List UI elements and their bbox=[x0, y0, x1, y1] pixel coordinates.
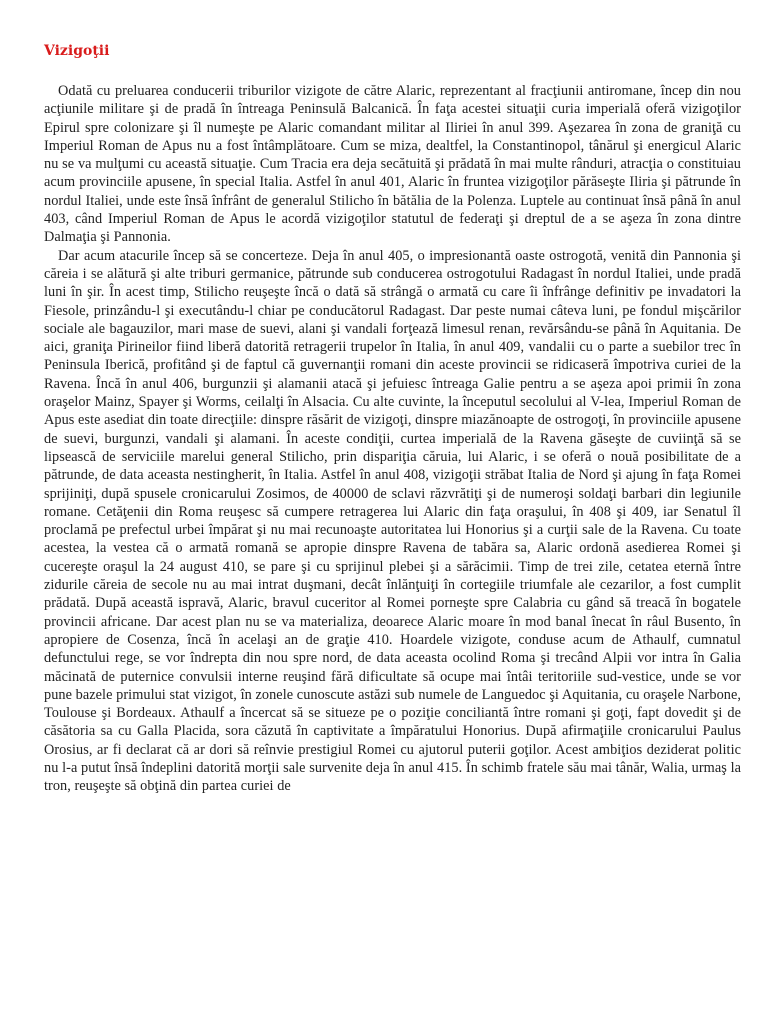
paragraph-2: Dar acum atacurile încep să se concerteze. Deja în anul 405, o impresionantă oaste ostrogotă, venită din Pannonia şi căreia i se alătură şi alte triburi germanice, pătrunde sub conducerea ostrogotului Radagast în nordul Italiei, unde pradă luni în şir. În acest timp, Stilicho reuşeşte încă o dată să strângă o armată cu care îi înfrânge definitiv pe invadatori la Fiesole, prinzându-l şi executându-l chiar pe conducătorul Radagast. Dar peste numai câteva luni, pe fondul mişcărilor sociale ale bagauzilor, mari mase de suevi, alani şi vandali forţează limesul renan, revărsându-se până în Aquitania. De aici, graniţa Pirineilor fiind liberă datorită retragerii trupelor în Italia, în anul 409, vandalii cu o parte a suebilor trec în Peninsula Iberică, profitând şi de faptul că guvernanţii romani din aceste provincii se ridicaseră împotriva curiei de la Ravena. Încă în anul 406, burgunzii şi alamanii atacă şi jefuiesc întreaga Galie pentru a se aşeza apoi primii în zona oraşelor Mainz, Spayer şi Worms, ceilalţi în Alsacia. Cu alte cuvinte, la începutul secolului al V-lea, Imperiul Roman de Apus este asediat din toate direcţiile: dinspre răsărit de vizigoţi, dinspre miazănoapte de ostrogoţi, în provinciile apusene de suevi, burgunzi, vandali şi alamani. În aceste condiţii, curtea imperială de la Ravena găseşte de cuviinţă să se lipsească de serviciile marelui general Stilicho, prin dispariţia căruia, lui Alaric, i se oferă o nouă posibilitate de a pătrunde, de data aceasta nestingherit, în Italia. Astfel în anul 408, vizigoţii străbat Italia de Nord şi ajung în faţa Romei sprijiniţi, după spusele cronicarului Zosimos, de 40000 de sclavi răzvrătiţi şi de numeroşi soldaţi barbari din legiunile romane. Cetăţenii din Roma reuşesc să cumpere retragerea lui Alaric din faţa oraşului, în 408 şi 409, iar Senatul îl proclamă pe prefectul urbei împărat şi nu mai recunoaşte autoritatea lui Honorius şi a curţii sale de la Ravena. Cu toate acestea, la vestea că o armată romană se apropie dinspre Ravena de tabăra sa, Alaric ordonă asedierea Romei şi cucereşte oraşul la 24 august 410, se pare şi cu sprijinul plebei şi a sărăcimii. Timp de trei zile, cetatea eternă între zidurile căreia de secole nu au mai intrat duşmani, decât înlănţuiţi în cortegiile triumfale ale cezarilor, a fost cumplit prădată. După această ispravă, Alaric, bravul cuceritor al Romei porneşte spre Calabria cu gând să treacă în bogatele provincii africane. Dar acest plan nu se va materializa, deoarece Alaric moare în mod banal înecat în râul Busento, în apropiere de Cosenza, încă în acelaşi an de graţie 410. Hoardele vizigote, conduse acum de Athaulf, cumnatul defunctului rege, se vor îndrepta din nou spre nord, de data aceasta ocolind Roma şi trecând Alpii vor intra în Galia măcinată de puternice convulsii interne reuşind fără dificultate să ocupe mai întâi teritoriile sud-vestice, unde se vor pune bazele primului stat vizigot, în zonele cunoscute astăzi sub numele de Languedoc şi Aquitania, cu oraşele Narbone, Toulouse şi Bordeaux. Athaulf a încercat să se situeze pe o poziţie conciliantă între romani şi goţi, fapt dovedit şi de căsătoria sa cu Galla Placida, sora căzută în captivitate a împăratului Honorius. După afirmaţiile cronicarului Paulus Orosius, ar fi declarat că ar dori să reînvie prestigiul Romei cu ajutorul puterii goţilor. Acest ambiţios deziderat politic nu l-a putut însă îndeplini datorită morţii sale survenite deja în anul 415. În schimb fratele său mai tânăr, Walia, urmaş la tron, reuşeşte să obţină din partea curiei de bbox=[44, 247, 741, 795]
paragraph-1: Odată cu preluarea conducerii triburilor vizigote de către Alaric, reprezentant al fracţiunii antiromane, încep din nou acţiunile militare şi de pradă în întreaga Peninsulă Balcanică. În faţa acestei situaţii curia imperială oferă vizigoţilor Epirul spre colonizare şi îl numeşte pe Alaric comandant militar al Iliriei în anul 399. Aşezarea în zona de graniţă cu Imperiul Roman de Apus nu a fost întâmplătoare. Cum se miza, dealtfel, la Constantinopol, tânărul şi energicul Alaric nu se va mulţumi cu această situaţie. Cum Tracia era deja secătuită şi prădată în mai multe rânduri, atracţia o constituiau acum provinciile apusene, în special Italia. Astfel în anul 401, Alaric în fruntea vizigoţilor părăseşte Iliria şi pătrunde în nordul Italiei, unde este însă înfrânt de generalul Stilicho în bătălia de la Polenza. Luptele au continuat însă până în anul 403, când Imperiul Roman de Apus le acordă vizigoţilor statutul de federaţi şi dreptul de a se aşeza în zona dintre Dalmaţia şi Pannonia. bbox=[44, 83, 741, 246]
document-title: Vizigoţii bbox=[44, 43, 110, 59]
document-body bbox=[44, 42, 741, 796]
